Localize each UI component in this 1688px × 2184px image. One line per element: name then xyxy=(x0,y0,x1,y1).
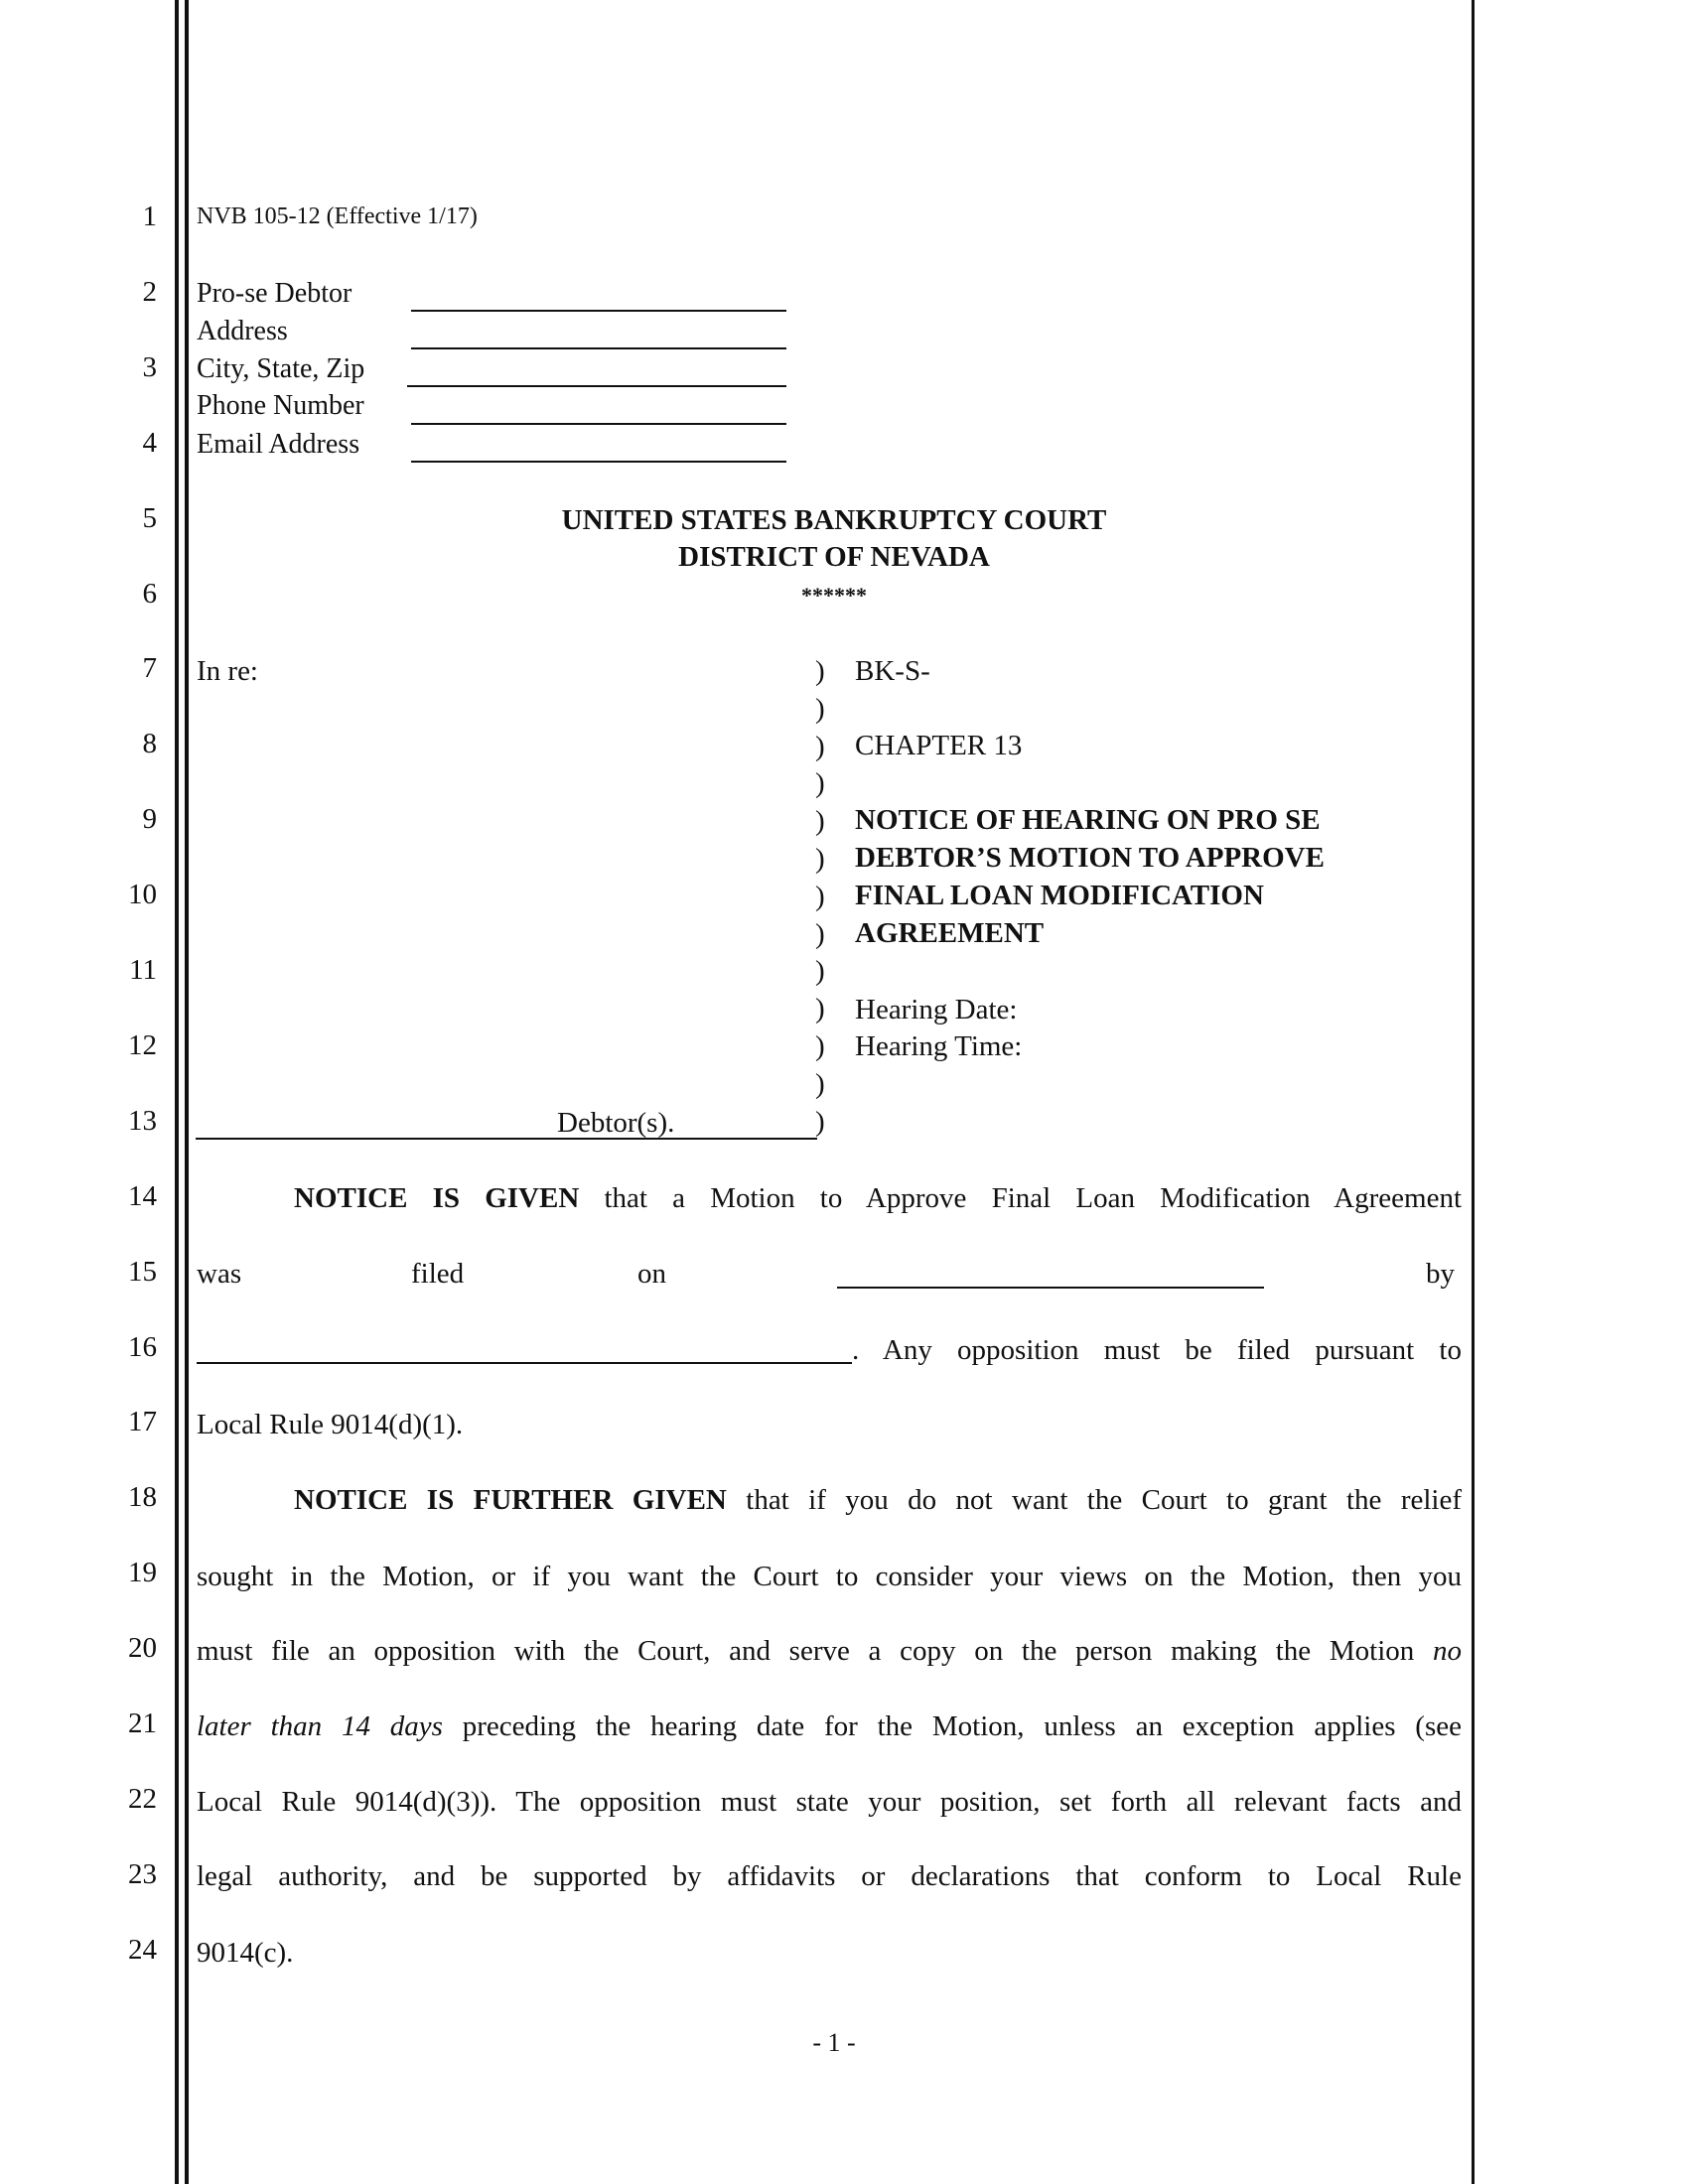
line-number: 22 xyxy=(128,1782,157,1815)
body-text: Local Rule 9014(d)(3)). The opposition must state your position, set forth all relevant facts and xyxy=(197,1786,1462,1818)
left-margin-rule-inner xyxy=(185,0,189,2184)
body-text: . Any opposition must be filed pursuant to xyxy=(852,1334,1462,1366)
court-district: DISTRICT OF NEVADA xyxy=(678,541,990,573)
line-number: 7 xyxy=(142,652,157,685)
body-text: that if you do not want the Court to grant the relief xyxy=(726,1484,1462,1516)
italic-text: later than 14 days xyxy=(197,1710,443,1742)
body-text: preceding the hearing date for the Motion, unless an exception applies (see xyxy=(442,1710,1462,1742)
filed-date-field[interactable] xyxy=(837,1287,1264,1289)
caption-paren: ) xyxy=(815,993,825,1025)
line-number: 9 xyxy=(142,803,157,836)
line-number: 15 xyxy=(128,1255,157,1288)
address-field[interactable] xyxy=(411,347,786,349)
notice-bold: NOTICE IS GIVEN xyxy=(294,1182,580,1214)
page-number: - 1 - xyxy=(812,2028,856,2057)
body-line-20 xyxy=(197,1633,1462,1669)
line-number: 3 xyxy=(142,350,157,383)
body-line-16 xyxy=(852,1332,1462,1368)
body-line-24: 9014(c). xyxy=(197,1937,294,1969)
line-number: 11 xyxy=(129,954,157,986)
debtor-label: Phone Number xyxy=(197,390,364,421)
line-number: 14 xyxy=(128,1179,157,1212)
body-text: legal authority, and be supported by affidavits or declarations that conform to Local Rule xyxy=(197,1860,1462,1892)
debtor-label: Address xyxy=(197,316,288,346)
caption-underline xyxy=(196,1138,817,1140)
body-text: must file an opposition with the Court, and serve a copy on the person making the Motion xyxy=(197,1635,1433,1667)
line-number: 5 xyxy=(142,501,157,534)
debtor-label: Email Address xyxy=(197,429,360,460)
document-title: AGREEMENT xyxy=(855,917,1045,949)
caption-paren: ) xyxy=(815,805,825,838)
line-number: 1 xyxy=(142,201,157,232)
body-line-17: Local Rule 9014(d)(1). xyxy=(197,1409,464,1440)
chapter: CHAPTER 13 xyxy=(855,730,1023,761)
line-number: 12 xyxy=(128,1028,157,1061)
line-number: 18 xyxy=(128,1481,157,1514)
line-number: 10 xyxy=(128,879,157,911)
caption-paren: ) xyxy=(815,730,825,762)
notice-further-bold: NOTICE IS FURTHER GIVEN xyxy=(294,1484,727,1516)
filed-by-field[interactable] xyxy=(197,1362,852,1364)
case-number[interactable]: BK-S- xyxy=(855,655,930,687)
right-margin-rule xyxy=(1472,0,1475,2184)
line-number: 4 xyxy=(142,426,157,459)
line-number: 16 xyxy=(128,1330,157,1363)
word-on: on xyxy=(637,1258,666,1290)
caption-paren: ) xyxy=(815,1105,825,1138)
debtor-label: Pro-se Debtor xyxy=(197,278,352,309)
line-number: 17 xyxy=(128,1406,157,1438)
caption-paren: ) xyxy=(815,880,825,912)
phone-field[interactable] xyxy=(411,423,786,425)
line-number: 6 xyxy=(142,577,157,610)
left-margin-rule-outer xyxy=(175,0,179,2184)
caption-paren: ) xyxy=(815,917,825,950)
body-text: sought in the Motion, or if you want the Court to consider your views on the Motion, then you xyxy=(197,1561,1462,1592)
line-number: 13 xyxy=(128,1104,157,1137)
caption-paren: ) xyxy=(815,692,825,725)
debtors-label: Debtor(s). xyxy=(557,1107,675,1139)
caption-paren: ) xyxy=(815,655,825,687)
line-number: 21 xyxy=(128,1707,157,1739)
caption-paren: ) xyxy=(815,843,825,875)
line-number: 20 xyxy=(128,1632,157,1665)
line-number: 2 xyxy=(142,275,157,308)
hearing-time[interactable]: Hearing Time: xyxy=(855,1030,1023,1062)
word-by: by xyxy=(1426,1258,1455,1290)
city-state-zip-field[interactable] xyxy=(407,385,786,387)
line-number: 19 xyxy=(128,1557,157,1589)
body-text: that a Motion to Approve Final Loan Modification Agreement xyxy=(579,1182,1462,1214)
line-number: 8 xyxy=(142,728,157,760)
court-stars: ****** xyxy=(801,583,867,608)
document-title: FINAL LOAN MODIFICATION xyxy=(855,880,1264,911)
body-line-14 xyxy=(197,1180,1462,1216)
body-line-21 xyxy=(197,1708,1462,1744)
debtor-label: City, State, Zip xyxy=(197,353,365,384)
body-line-22 xyxy=(197,1784,1462,1820)
body-line-18 xyxy=(197,1482,1462,1518)
line-number: 23 xyxy=(128,1857,157,1890)
email-field[interactable] xyxy=(411,461,786,463)
debtor-name-field[interactable] xyxy=(411,310,786,312)
caption-paren: ) xyxy=(815,767,825,800)
line-number: 24 xyxy=(128,1933,157,1966)
word-filed: filed xyxy=(411,1258,465,1290)
in-re-label: In re: xyxy=(197,655,258,687)
hearing-date[interactable]: Hearing Date: xyxy=(855,994,1018,1025)
italic-text: no xyxy=(1433,1635,1462,1667)
caption-paren: ) xyxy=(815,1030,825,1062)
caption-paren: ) xyxy=(815,955,825,988)
document-title: NOTICE OF HEARING ON PRO SE xyxy=(855,804,1321,836)
court-name: UNITED STATES BANKRUPTCY COURT xyxy=(561,504,1107,536)
document-title: DEBTOR’S MOTION TO APPROVE xyxy=(855,842,1325,874)
body-line-23 xyxy=(197,1858,1462,1894)
body-line-19 xyxy=(197,1559,1462,1594)
form-id: NVB 105-12 (Effective 1/17) xyxy=(197,204,478,229)
caption-paren: ) xyxy=(815,1067,825,1100)
word-was: was xyxy=(197,1258,242,1290)
